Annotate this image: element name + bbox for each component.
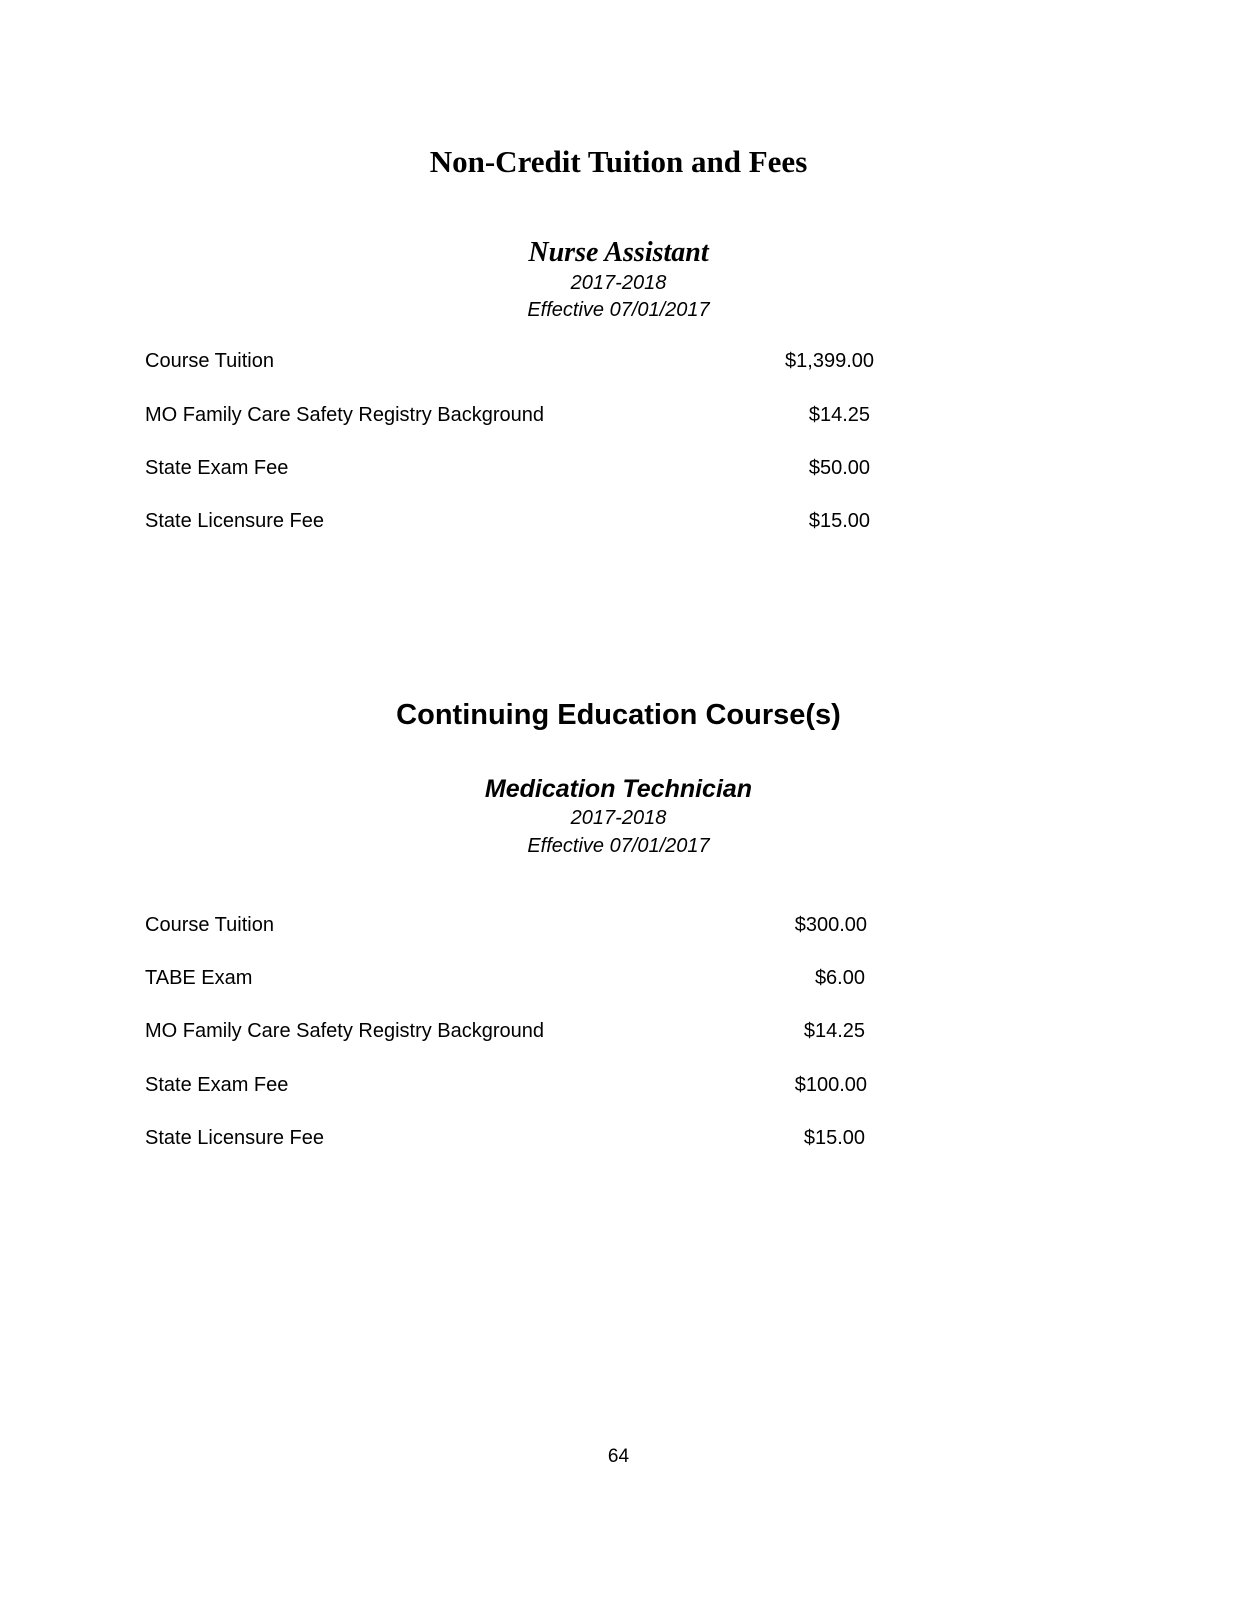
fee-amount: $6.00 — [814, 967, 865, 989]
program-effective-date: Effective 07/01/2017 — [527, 299, 710, 321]
fee-label: Course Tuition — [145, 350, 274, 372]
fee-label: State Licensure Fee — [145, 1127, 324, 1149]
fee-label: MO Family Care Safety Registry Background — [145, 404, 545, 426]
program-year: 2017-2018 — [570, 272, 667, 294]
section-title-continuing-education: Continuing Education Course(s) — [396, 699, 841, 731]
program-name-medication-technician: Medication Technician — [484, 775, 753, 803]
fee-label: State Exam Fee — [145, 1074, 289, 1096]
fee-amount: $14.25 — [808, 404, 870, 426]
fee-label: State Licensure Fee — [145, 510, 324, 532]
fee-label: State Exam Fee — [145, 457, 289, 479]
page-number: 64 — [607, 1446, 630, 1467]
fee-amount: $50.00 — [808, 457, 870, 479]
fee-amount: $1,399.00 — [785, 350, 874, 372]
fee-amount: $100.00 — [794, 1074, 867, 1096]
program-effective-date: Effective 07/01/2017 — [527, 835, 710, 857]
fee-label: MO Family Care Safety Registry Background — [145, 1020, 545, 1042]
fee-amount: $15.00 — [803, 1127, 865, 1149]
program-year: 2017-2018 — [570, 807, 667, 829]
section-title-non-credit: Non-Credit Tuition and Fees — [429, 144, 808, 179]
fee-amount: $15.00 — [808, 510, 870, 532]
fee-label: Course Tuition — [145, 914, 274, 936]
fee-label: TABE Exam — [145, 967, 253, 989]
fee-amount: $300.00 — [794, 914, 867, 936]
program-name-nurse-assistant: Nurse Assistant — [528, 237, 709, 268]
fee-amount: $14.25 — [803, 1020, 865, 1042]
